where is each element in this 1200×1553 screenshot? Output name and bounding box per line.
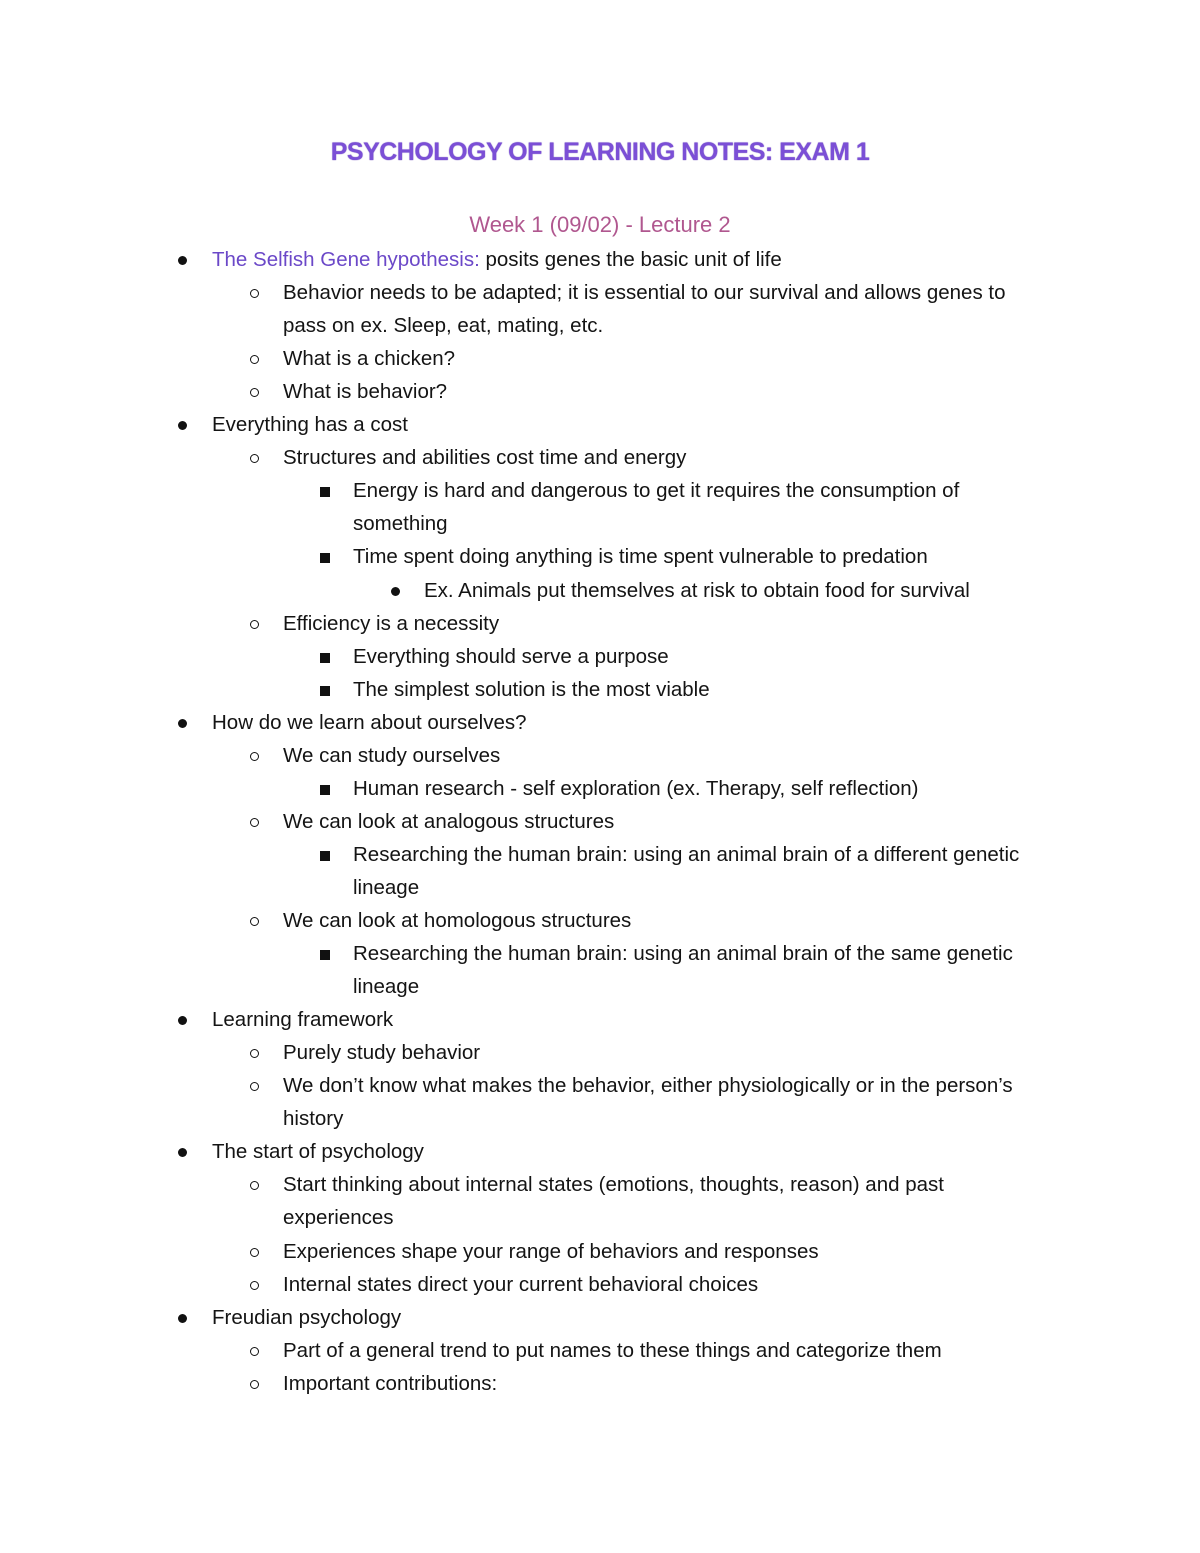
hollow-bullet-icon [250, 620, 259, 629]
outline-item-text: Experiences shape your range of behaviors and responses [283, 1239, 819, 1263]
outline-item-text: Important contributions: [283, 1371, 498, 1395]
outline-item [283, 908, 631, 934]
filled-bullet-icon [178, 1148, 187, 1157]
outline-item [283, 313, 603, 339]
outline-item-text: The simplest solution is the most viable [353, 677, 710, 701]
outline-item-text: Structures and abilities cost time and energy [283, 446, 687, 470]
outline-item [212, 247, 782, 273]
outline-item-text: What is a chicken? [283, 347, 456, 371]
highlighted-term: The Selfish Gene hypothesis: [212, 248, 480, 271]
outline-item-text: Researching the human brain: using an animal brain of a different genetic [353, 842, 1020, 866]
hollow-bullet-icon [250, 917, 259, 926]
outline-item [283, 1040, 480, 1066]
square-bullet-icon [320, 686, 330, 696]
outline-item [353, 842, 1019, 868]
filled-bullet-icon [178, 421, 187, 430]
filled-bullet-icon [178, 1016, 187, 1025]
outline-item-text: Researching the human brain: using an animal brain of the same genetic [353, 942, 1013, 966]
outline-item [283, 346, 455, 372]
outline-item [353, 644, 669, 670]
outline-item [353, 875, 419, 901]
hollow-bullet-icon [250, 355, 259, 364]
square-bullet-icon [320, 950, 330, 960]
filled-bullet-icon [178, 256, 187, 265]
hollow-bullet-icon [250, 454, 259, 463]
outline-item [283, 611, 499, 637]
outline-item [353, 511, 448, 537]
hollow-bullet-icon [250, 1248, 259, 1257]
outline-item [212, 1139, 424, 1165]
outline-item-text: Start thinking about internal states (emotions, thoughts, reason) and past [283, 1173, 944, 1197]
outline-item-text: We can look at homologous structures [283, 909, 632, 932]
square-bullet-icon [320, 487, 330, 497]
outline-item-text: pass on ex. Sleep, eat, mating, etc. [283, 314, 604, 338]
hollow-bullet-icon [250, 1082, 259, 1091]
outline-item-text: Energy is hard and dangerous to get it requires the consumption of [353, 479, 960, 503]
outline-item-text: Time spent doing anything is time spent vulnerable to predation [353, 545, 928, 569]
outline-item [283, 445, 686, 471]
filled-bullet-icon [391, 587, 400, 596]
outline-item-text: Internal states direct your current behavioral choices [283, 1272, 759, 1296]
outline-item-text: We can study ourselves [283, 743, 501, 767]
outline-item-text: posits genes the basic unit of life [479, 248, 782, 271]
outline-item-text: What is behavior? [283, 380, 448, 404]
outline-item [283, 1272, 758, 1298]
outline-item-text: Purely study behavior [283, 1041, 481, 1065]
outline-item-text: We can look at analogous structures [283, 809, 615, 833]
hollow-bullet-icon [250, 289, 259, 298]
outline-item-text: something [353, 512, 448, 536]
filled-bullet-icon [178, 1314, 187, 1323]
outline-item [283, 1073, 1013, 1099]
outline-item [283, 1239, 819, 1265]
square-bullet-icon [320, 653, 330, 663]
outline-item [212, 412, 408, 438]
outline-item-text: Freudian psychology [212, 1305, 402, 1329]
hollow-bullet-icon [250, 388, 259, 397]
outline-item [283, 1205, 394, 1231]
outline-item-text: Efficiency is a necessity [283, 611, 500, 635]
outline-item-text: experiences [283, 1206, 394, 1230]
outline-item-text: Learning framework [212, 1008, 394, 1032]
outline-item [212, 710, 527, 736]
square-bullet-icon [320, 785, 330, 795]
outline-item [283, 379, 447, 405]
outline-item [283, 1338, 942, 1364]
hollow-bullet-icon [250, 1181, 259, 1190]
outline-item [283, 1172, 944, 1198]
outline-item [283, 1106, 343, 1132]
square-bullet-icon [320, 553, 330, 563]
outline-item-text: lineage [353, 875, 420, 899]
outline-item-text: Everything has a cost [212, 413, 408, 437]
hollow-bullet-icon [250, 1347, 259, 1356]
document-title: PSYCHOLOGY OF LEARNING NOTES: EXAM 1 [330, 138, 870, 166]
outline-item [353, 974, 419, 1000]
outline-item [353, 478, 959, 504]
outline-item-text: We don’t know what makes the behavior, either physiologically or in the person’s [283, 1074, 1013, 1098]
outline-item-text: The start of psychology [212, 1140, 424, 1164]
outline-item [283, 1371, 497, 1397]
hollow-bullet-icon [250, 752, 259, 761]
outline-item [353, 544, 928, 570]
outline-item [353, 677, 710, 703]
outline-item [283, 280, 1006, 306]
outline-item-text: Human research - self exploration (ex. Therapy, self reflection) [353, 776, 919, 800]
outline-item [424, 578, 970, 604]
outline-item-text: lineage [353, 975, 420, 999]
square-bullet-icon [320, 851, 330, 861]
outline-item-text: Part of a general trend to put names to these things and categorize them [283, 1338, 942, 1362]
outline-item [283, 809, 614, 835]
outline-item [283, 743, 500, 769]
outline-item-text: Ex. Animals put themselves at risk to obtain food for survival [424, 578, 970, 602]
outline-item-text: Behavior needs to be adapted; it is essential to our survival and allows genes to [283, 281, 1006, 305]
outline-item-text: history [283, 1107, 344, 1131]
filled-bullet-icon [178, 719, 187, 728]
hollow-bullet-icon [250, 1281, 259, 1290]
hollow-bullet-icon [250, 1049, 259, 1058]
outline-item [353, 941, 1013, 967]
outline-item [353, 776, 919, 802]
outline-item [212, 1007, 393, 1033]
hollow-bullet-icon [250, 1380, 259, 1389]
document-subtitle: Week 1 (09/02) - Lecture 2 [469, 212, 731, 237]
outline-item-text: Everything should serve a purpose [353, 644, 669, 668]
hollow-bullet-icon [250, 818, 259, 827]
outline-item [212, 1305, 401, 1331]
outline-item-text: How do we learn about ourselves? [212, 710, 527, 734]
